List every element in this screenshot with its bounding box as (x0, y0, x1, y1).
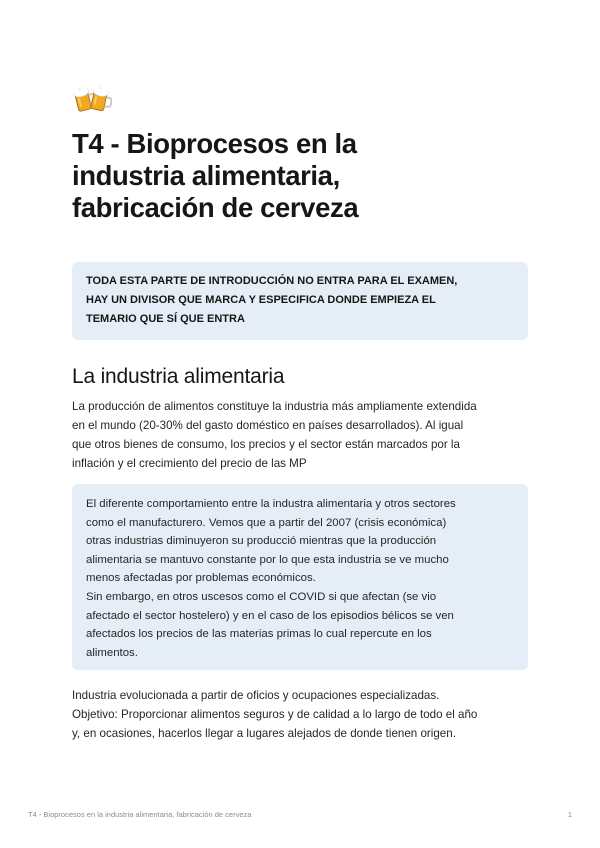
section-heading: La industria alimentaria (72, 365, 285, 388)
comparison-line: otras industrias diminuyeron su producció mientras que la producción (86, 535, 437, 548)
comparison-line: como el manufacturero. Vemos que a partir del 2007 (crisis económica) (86, 516, 447, 529)
objective-line: Objetivo: Proporcionar alimentos seguros y de calidad a lo largo de todo el año (72, 708, 478, 721)
footer-document-title: T4 - Bioprocesos en la industria alimentaria, fabricación de cerveza (28, 810, 252, 819)
comparison-line: alimentaria se mantuvo constante por lo que esta industria se ve mucho (86, 553, 449, 566)
comparison-text (86, 495, 514, 662)
exam-scope-callout (72, 262, 528, 340)
footer-page-number: 1 (567, 810, 572, 819)
exam-scope-text (86, 272, 512, 329)
comparison-line: afectado el sector hostelero) y en el caso de los episodios bélicos se ven (86, 609, 454, 622)
objective-line: Industria evolucionada a partir de oficios y ocupaciones especializadas. (72, 689, 440, 702)
page-title-line: industria alimentaria, (72, 160, 340, 191)
page-title-line: fabricación de cerveza (72, 192, 359, 223)
comparison-line: Sin embargo, en otros uscesos como el COVID si que afectan (se vio (86, 590, 437, 603)
intro-line: en el mundo (20-30% del gasto doméstico en países desarrollados). Al igual (72, 419, 464, 432)
intro-line: que otros bienes de consumo, los precios y el sector están marcados por la (72, 438, 460, 451)
page-title (72, 128, 532, 224)
page-title-line: T4 - Bioprocesos en la (72, 128, 357, 159)
intro-paragraph (72, 397, 532, 473)
comparison-line: alimentos. (86, 646, 138, 659)
exam-scope-line: TEMARIO QUE SÍ QUE ENTRA (86, 313, 245, 325)
intro-line: inflación y el crecimiento del precio de las MP (72, 457, 307, 470)
comparison-line: afectados los precios de las materias primas lo cual repercute en los (86, 628, 432, 641)
intro-line: La producción de alimentos constituye la industria más ampliamente extendida (72, 400, 477, 413)
exam-scope-line: TODA ESTA PARTE DE INTRODUCCIÓN NO ENTRA PARA EL EXAMEN, (86, 275, 458, 287)
beer-mugs-icon (72, 80, 112, 114)
exam-scope-line: HAY UN DIVISOR QUE MARCA Y ESPECIFICA DONDE EMPIEZA EL (86, 294, 436, 306)
industry-comparison-callout (72, 484, 528, 670)
comparison-line: menos afectadas por problemas económicos. (86, 572, 316, 585)
comparison-line: El diferente comportamiento entre la industra alimentaria y otros sectores (86, 498, 456, 510)
objective-paragraph (72, 686, 532, 743)
objective-line: y, en ocasiones, hacerlos llegar a lugares alejados de donde tienen origen. (72, 727, 456, 740)
